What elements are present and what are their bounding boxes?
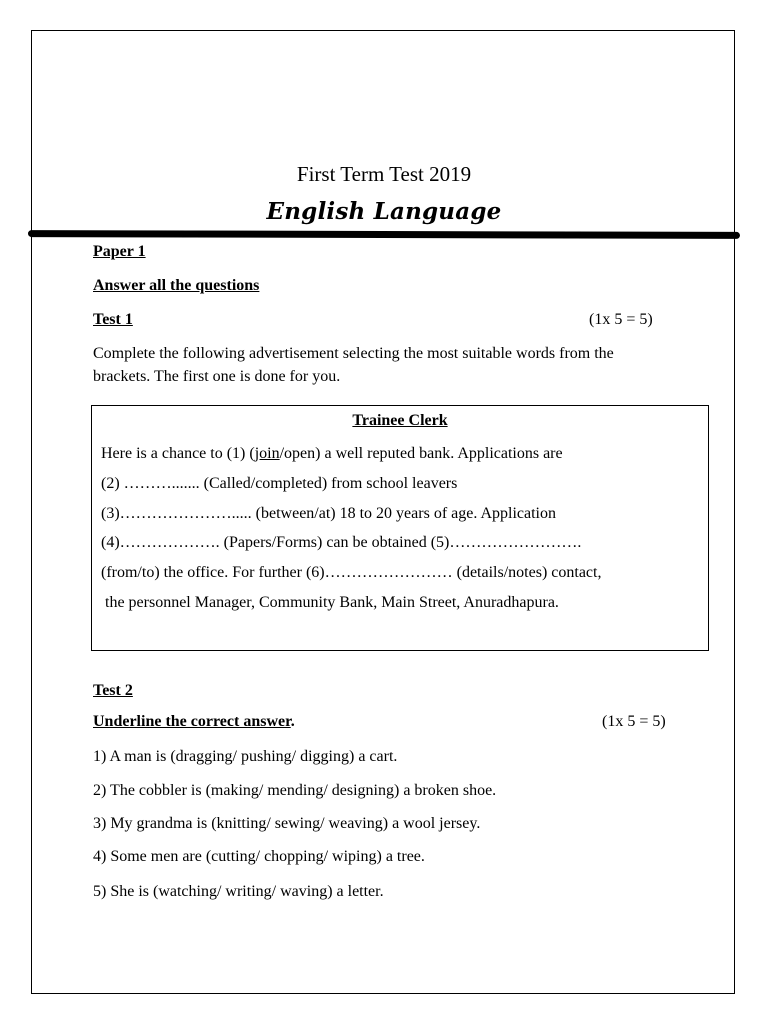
- general-instruction: Answer all the questions: [93, 277, 260, 294]
- advert-line-1: [101, 445, 563, 463]
- question-1: 1) A man is (dragging/ pushing/ digging) a cart.: [93, 748, 398, 765]
- question-3: 3) My grandma is (knitting/ sewing/ weaving) a wool jersey.: [93, 815, 481, 832]
- advert-line-6: the personnel Manager, Community Bank, Main Street, Anuradhapura.: [105, 594, 559, 611]
- advert-line-1-end: /open) a well reputed bank. Applications are: [279, 445, 563, 462]
- paper-label: Paper 1: [93, 243, 146, 260]
- test1-heading: Test 1: [93, 311, 133, 328]
- test1-marks: (1x 5 = 5): [589, 311, 653, 328]
- advert-line-3: (3)…………………..... (between/at) 18 to 20 years of age. Application: [101, 505, 556, 522]
- test2-instruction: [93, 713, 295, 731]
- test2-instruction-period: .: [290, 713, 295, 730]
- question-2: 2) The cobbler is (making/ mending/ designing) a broken shoe.: [93, 782, 497, 799]
- test2-marks: (1x 5 = 5): [602, 713, 666, 730]
- advertisement-box: [91, 405, 709, 651]
- test2-heading: Test 2: [93, 682, 133, 699]
- question-5: 5) She is (watching/ writing/ waving) a letter.: [93, 883, 384, 900]
- advert-line-2: (2) ………....... (Called/completed) from school leavers: [101, 475, 458, 492]
- advert-line-4: (4)………………. (Papers/Forms) can be obtained (5)…………………….: [101, 534, 582, 551]
- subject-title: English Language: [266, 198, 502, 225]
- advertisement-title: Trainee Clerk: [352, 412, 448, 429]
- question-4: 4) Some men are (cutting/ chopping/ wiping) a tree.: [93, 848, 425, 865]
- test1-instructions: Complete the following advertisement selecting the most suitable words from the brackets. The first one is done for you.: [93, 345, 614, 385]
- advert-line-5: (from/to) the office. For further (6)…………………… (details/notes) contact,: [101, 564, 602, 581]
- example-answer: join: [254, 445, 280, 462]
- test2-instruction-text: Underline the correct answer: [93, 713, 291, 730]
- advert-line-1-start: Here is a chance to (1) (: [101, 445, 255, 462]
- test-title: First Term Test 2019: [296, 162, 472, 186]
